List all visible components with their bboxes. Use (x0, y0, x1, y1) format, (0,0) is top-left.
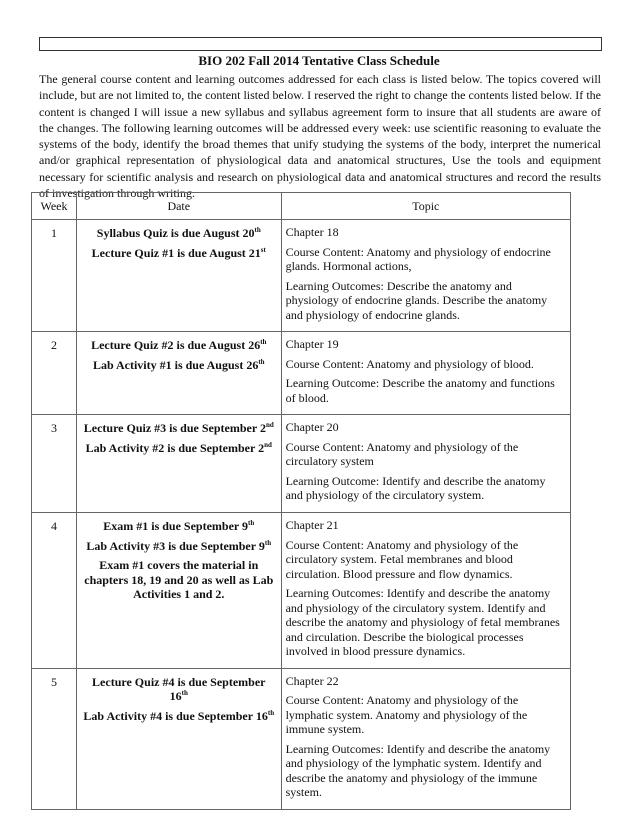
learning-outcome: Learning Outcomes: Identify and describe the anatomy and physiology of the circulatory system. Identify and describe the anatomy and physiology of fetal membranes and circulation. Describe the biological processes involved in blood pressure dynamics. (285, 586, 560, 658)
chapter-label: Chapter 22 (285, 673, 339, 688)
week-number: 2 (32, 332, 77, 415)
due-text: Lab Activity #3 is due September 9 (86, 538, 265, 553)
due-item (83, 246, 275, 261)
due-suffix: th (254, 226, 261, 234)
topic-cell (281, 220, 570, 332)
date-cell (76, 415, 281, 513)
course-content: Course Content: Anatomy and physiology of blood. (285, 356, 534, 371)
learning-outcome: Learning Outcome: Describe the anatomy and functions of blood. (285, 376, 555, 405)
topic-cell (281, 332, 570, 415)
chapter-label: Chapter 19 (285, 337, 339, 351)
date-cell (76, 668, 281, 809)
due-item (83, 709, 275, 724)
due-text: Lab Activity #2 is due September 2 (85, 440, 265, 455)
header-topic: Topic (281, 193, 570, 220)
chapter-label: Chapter 20 (285, 420, 339, 434)
due-suffix: th (258, 357, 265, 366)
learning-outcome: Learning Outcomes: Describe the anatomy and physiology of endocrine glands. Describe the anatomy and physiology of endocrine glands. (285, 278, 548, 322)
learning-outcome: Learning Outcomes: Identify and describe the anatomy and physiology of the lymphatic system. Identify and describe the anatomy and physiology of the immune system. (285, 741, 551, 799)
week-number: 4 (32, 513, 77, 669)
due-text: Exam #1 is due September 9 (103, 519, 249, 533)
header-date: Date (76, 193, 281, 220)
chapter-label: Chapter 21 (285, 518, 339, 532)
due-item (83, 441, 275, 456)
due-item (83, 358, 275, 373)
table-row (32, 415, 571, 513)
due-suffix: nd (265, 421, 274, 429)
table-row (32, 220, 571, 332)
due-item (83, 226, 275, 241)
header-box (39, 37, 602, 51)
topic-cell (281, 668, 570, 809)
schedule-table (31, 192, 571, 810)
page-title: BIO 202 Fall 2014 Tentative Class Schedule (198, 53, 440, 68)
due-suffix: th (264, 538, 272, 547)
due-suffix: th (260, 338, 267, 346)
due-text: Syllabus Quiz is due August 20 (96, 226, 255, 240)
course-content: Course Content: Anatomy and physiology of the circulatory system (285, 439, 519, 468)
week-number: 3 (32, 415, 77, 513)
table-row (32, 332, 571, 415)
due-item (83, 539, 275, 554)
due-suffix: th (248, 519, 255, 527)
date-cell (76, 513, 281, 669)
due-item (83, 675, 275, 704)
due-suffix: nd (264, 440, 272, 449)
course-content: Course Content: Anatomy and physiology of the lymphatic system. Anatomy and physiology of the immune system. (285, 693, 528, 736)
table-row (32, 668, 571, 809)
intro-paragraph: The general course content and learning outcomes addressed for each class is listed below. The topics covered will include, but are not limited to, the content listed below. I reserved the right to change the contents listed below. If the content is changed I will issue a new syllabus and syllabus agreement form to insure that all students are aware of the changes. The following learning outcomes will be addressed every week: use scientific reasoning to evaluate the systems of the body, identify the broad themes that unify studying the systems of the body, interpret the numerical and/or graphical representation of physiological data and anatomical structures, Use the tools and equipment necessary for scientific analysis and research on physiological data and anatomical structures and record the results of investigation through writing. (39, 72, 601, 201)
header-week: Week (32, 193, 77, 220)
week-number: 1 (32, 220, 77, 332)
due-text: Lab Activity #1 is due August 26 (92, 357, 259, 372)
due-item (83, 519, 275, 534)
due-suffix: th (181, 689, 188, 697)
topic-cell (281, 513, 570, 669)
learning-outcome: Learning Outcome: Identify and describe the anatomy and physiology of the circulatory system. (285, 473, 546, 502)
due-text: Lab Activity #4 is due September 16 (83, 708, 268, 723)
due-item (83, 421, 275, 436)
due-text: Lecture Quiz #4 is due September 16 (92, 674, 266, 703)
chapter-label: Chapter 18 (285, 225, 339, 239)
due-text: Lecture Quiz #1 is due August 21 (91, 245, 261, 260)
course-content: Course Content: Anatomy and physiology of endocrine glands. Hormonal actions, (285, 244, 551, 273)
due-suffix: st (260, 245, 266, 254)
due-suffix: th (267, 708, 275, 717)
course-content: Course Content: Anatomy and physiology of the circulatory system. Fetal membranes and blood circulation. Blood pressure and flow dynamics. (285, 537, 519, 581)
table-header-row (32, 193, 571, 220)
due-text: Lecture Quiz #3 is due September 2 (83, 421, 266, 435)
due-item (83, 338, 275, 353)
date-cell (76, 332, 281, 415)
date-cell (76, 220, 281, 332)
topic-cell (281, 415, 570, 513)
exam-coverage-note (83, 558, 275, 602)
week-number: 5 (32, 668, 77, 809)
due-text: Exam #1 covers the material in chapters 18, 19 and 20 as well as Lab Activities 1 and 2. (84, 558, 274, 601)
due-text: Lecture Quiz #2 is due August 26 (91, 338, 261, 352)
table-row (32, 513, 571, 669)
